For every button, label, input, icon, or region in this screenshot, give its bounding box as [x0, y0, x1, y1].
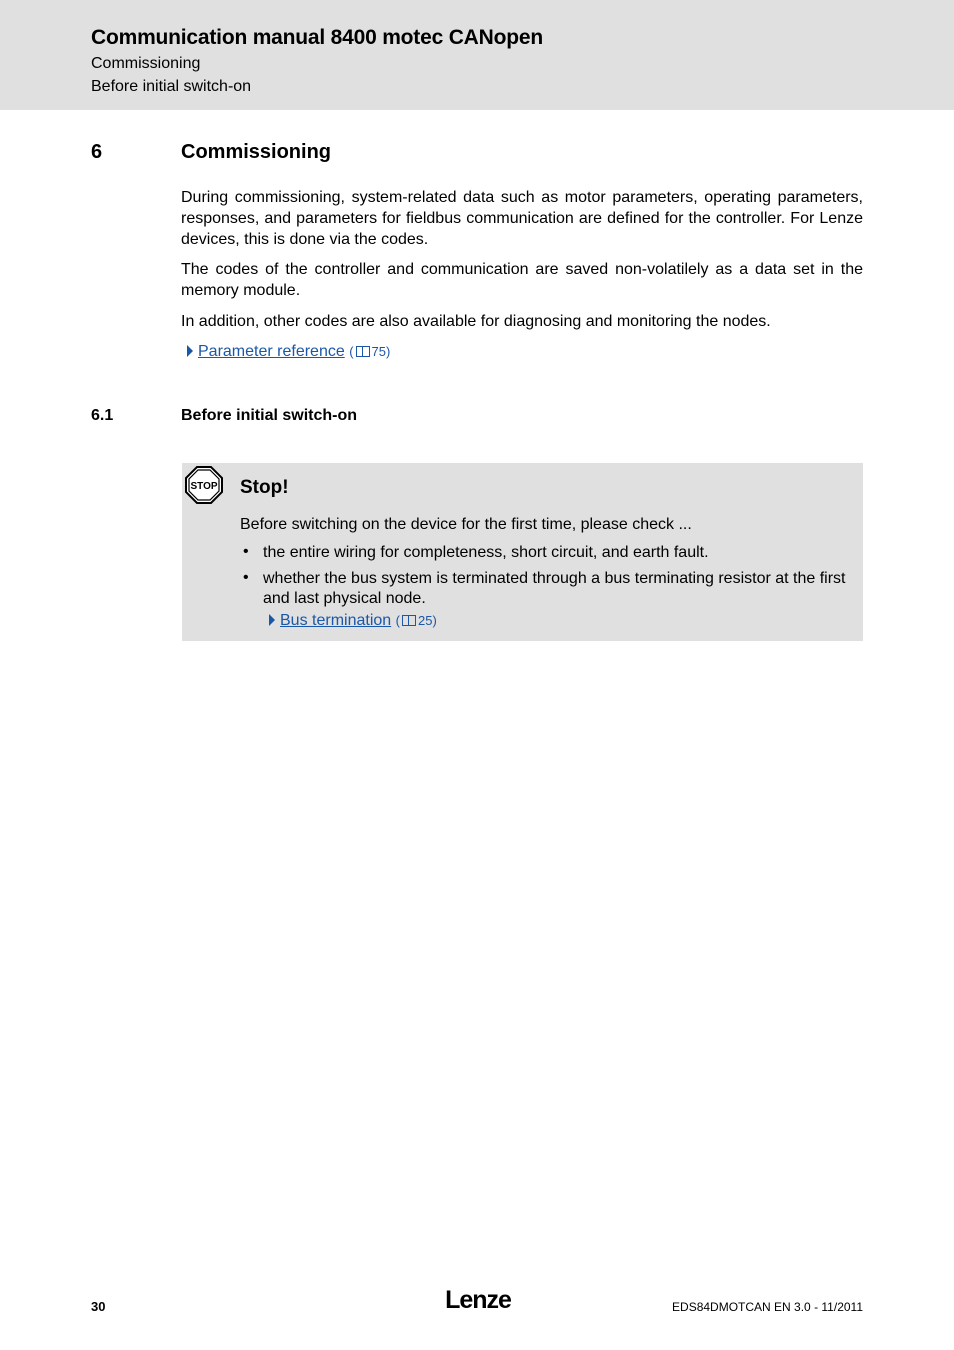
stop-warning-box [182, 463, 863, 641]
svg-text:Lenze: Lenze [445, 1286, 511, 1314]
section-title: Commissioning [181, 141, 332, 163]
paragraph: During commissioning, system-related data such as motor parameters, operating parameters, responses, and parameters for fieldbus communication are defined for the controller. For Lenze devices, this is done via the codes. [181, 189, 863, 248]
book-icon [402, 615, 416, 626]
section-number: 6 [91, 141, 103, 163]
stop-sign-icon [185, 466, 223, 504]
list-item: whether the bus system is terminated through a bus terminating resistor at the first and last physical node. [263, 570, 846, 607]
document-title: Communication manual 8400 motec CANopen [91, 26, 543, 49]
bus-termination-link[interactable]: Bus termination [280, 612, 392, 629]
breadcrumb-chapter: Commissioning [91, 55, 201, 72]
subsection-number: 6.1 [91, 407, 114, 424]
bullet-icon: • [243, 543, 249, 560]
triangle-right-icon [269, 614, 275, 626]
stop-sign-text: STOP [190, 481, 218, 492]
triangle-right-icon [187, 345, 193, 357]
paragraph: The codes of the controller and communication are saved non-volatilely as a data set in the memory module. [181, 261, 863, 299]
subsection-title: Before initial switch-on [181, 407, 358, 424]
paragraph: In addition, other codes are also available for diagnosing and monitoring the nodes. [181, 313, 771, 330]
page-reference: ( 75) [349, 344, 391, 359]
stop-intro: Before switching on the device for the first time, please check ... [240, 516, 692, 533]
parameter-reference-xref[interactable] [187, 341, 390, 362]
page-header [0, 0, 954, 110]
bullet-icon: • [243, 569, 249, 586]
page-number: 30 [91, 1299, 106, 1314]
lenze-logo [439, 1286, 517, 1314]
breadcrumb-section: Before initial switch-on [91, 78, 252, 95]
stop-title: Stop! [240, 477, 289, 498]
document-reference: EDS84DMOTCAN EN 3.0 - 11/2011 [672, 1300, 863, 1314]
bus-termination-xref[interactable] [269, 610, 437, 631]
book-icon [356, 346, 370, 357]
list-item: the entire wiring for completeness, short circuit, and earth fault. [263, 544, 709, 561]
parameter-reference-link[interactable]: Parameter reference [198, 343, 345, 360]
page-reference: ( 25) [395, 613, 437, 628]
